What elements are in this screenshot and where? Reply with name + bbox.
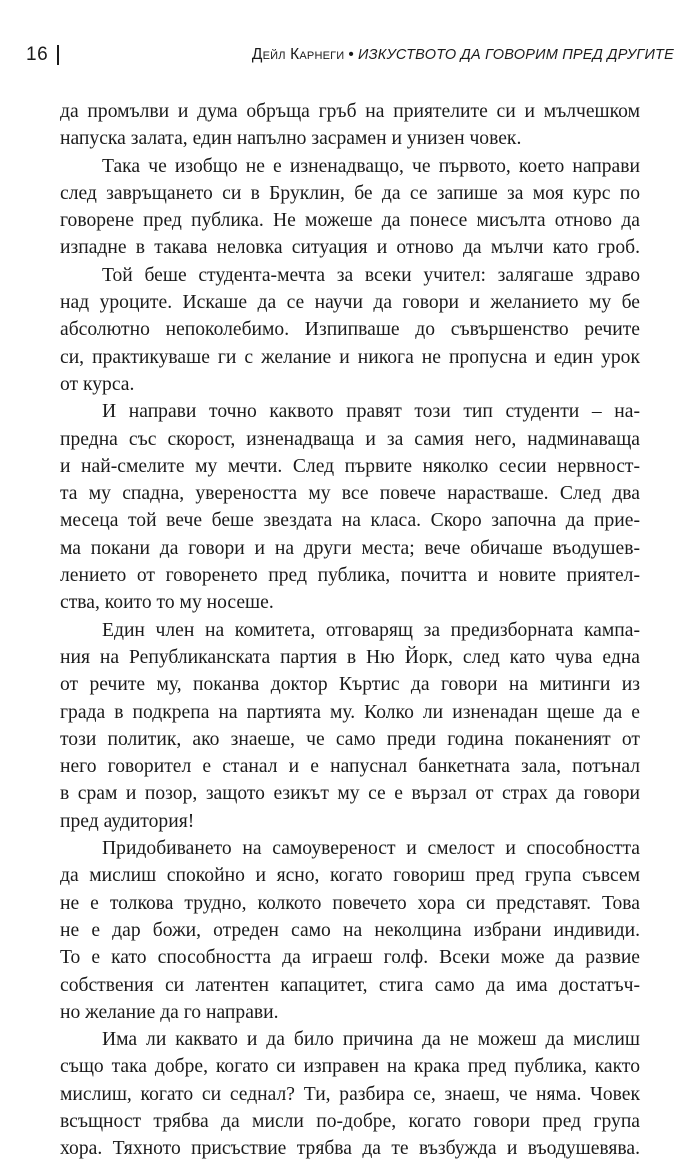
text-line: да промълви и дума обръща гръб на приятелите си и мълчешком <box>60 101 640 122</box>
text-line: не е дар божи, отреден само на неколцина избрани индивиди. <box>60 919 640 941</box>
text-line: града в подкрепа на партията му. Колко ли изненадан щеше да е <box>60 701 640 723</box>
text-line: Придобиването на самоувереност и смелост и способността <box>102 838 640 860</box>
text-line: мислиш, когато си седнал? Ти, разбира се, знаеш, че няма. Човек <box>60 1083 640 1105</box>
text-line: и най-смелите му мечти. След първите няколко сесии нервност- <box>60 455 640 477</box>
text-line: от курса. <box>60 373 135 395</box>
text-line: ства, които то му носеше. <box>60 592 274 614</box>
text-line: изпадне в такава неловка ситуация и отново да мълчи като гроб. <box>60 237 640 259</box>
text-line: Има ли каквато и да било причина да не можеш да мислиш <box>102 1029 640 1051</box>
text-line: хора. Тяхното присъствие трябва да те възбужда и въодушевява. <box>60 1138 640 1160</box>
page-number: 16 <box>26 44 49 65</box>
text-line: всъщност трябва да мисли по-добре, когато говори пред група <box>60 1110 640 1132</box>
text-line: говорене пред публика. Не можеше да понесе мисълта отново да <box>60 210 640 232</box>
text-line: ма покани да говори и на други места; вече обичаше въодушев- <box>60 537 640 559</box>
text-line: този политик, ако знаеше, че само преди година поканеният от <box>60 728 640 750</box>
text-line: предна със скорост, изненадваща и за самия него, надминаваща <box>60 428 640 450</box>
text-line: собствения си латентен капацитет, стига само да има достатъч- <box>60 974 640 996</box>
text-line: лението от говоренето пред публика, почитта и новите приятел- <box>60 565 640 587</box>
text-line: Той беше студента-мечта за всеки учител: залягаше здраво <box>102 264 640 286</box>
text-line: от речите му, поканва доктор Къртис да говори на митинги из <box>60 674 640 696</box>
header-book-title: ИЗКУСТВОТО ДА ГОВОРИМ ПРЕД ДРУГИТЕ <box>358 47 674 63</box>
text-line: То е като способността да играеш голф. Всеки може да развие <box>60 947 640 969</box>
running-header <box>26 40 674 70</box>
text-line: в срам и позор, защото езикът му се е вързал от страх да говори <box>60 783 640 805</box>
text-line: него говорител е станал и е напуснал банкетната зала, потънал <box>60 756 640 778</box>
header-author: Дейл Карнеги <box>251 46 345 63</box>
text-line: напуска залата, един напълно засрамен и унизен човек. <box>60 128 522 150</box>
text-line: Така че изобщо не е изненадващо, че първото, което направи <box>102 155 640 177</box>
text-line: пред аудитория! <box>60 810 195 832</box>
header-divider <box>57 45 59 65</box>
header-title <box>252 46 674 64</box>
text-line: но желание да го направи. <box>60 1001 279 1023</box>
text-line: та му спадна, увереността му все повече нарастваше. След два <box>60 483 640 505</box>
text-line: Един член на комитета, отговарящ за предизборната кампа- <box>102 619 640 641</box>
text-line: си, практикуваше ги с желание и никога не пропусна и един урок <box>60 346 640 368</box>
text-line: също така добре, когато си изправен на крака пред публика, както <box>60 1056 640 1078</box>
text-line: не е толкова трудно, колкото повечето хора си представят. Това <box>60 892 640 914</box>
header-bullet: • <box>348 46 355 63</box>
text-line: абсолютно непоколебимо. Изпипваше до съвършенство речите <box>60 319 640 341</box>
text-line: след завръщането си в Бруклин, бе да се запише за моя курс по <box>60 182 640 204</box>
text-line: месеца той вече беше звездата на класа. Скоро започна да прие- <box>60 510 640 532</box>
text-line: ния на Републиканската партия в Ню Йорк, след като чува една <box>60 646 640 668</box>
body-text <box>60 98 640 1163</box>
text-line: да мислиш спокойно и ясно, когато говориш пред група съвсем <box>60 865 640 887</box>
text-line: И направи точно каквото правят този тип студенти – на- <box>102 401 640 423</box>
text-line: над уроците. Искаше да се научи да говори и желанието му бе <box>60 292 640 314</box>
